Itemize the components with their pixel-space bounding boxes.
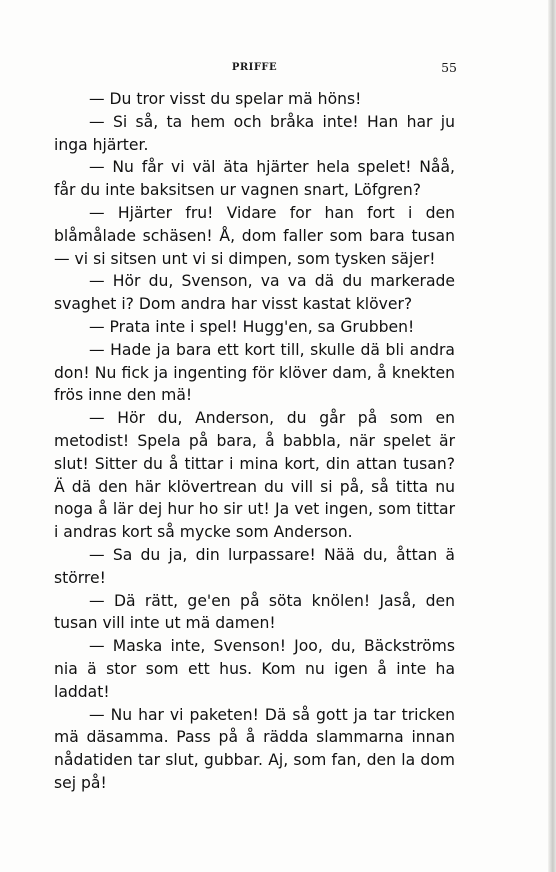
paragraph: — Maska inte, Svenson! Joo, du, Bäckströms nia ä stor som ett hus. Kom nu igen å inte ha laddat! (54, 637, 455, 701)
paragraph: — Dä rätt, ge'en på söta knölen! Jaså, den tusan vill inte ut mä damen! (54, 591, 455, 633)
page-number: 55 (441, 60, 457, 75)
paragraph: — Sa du ja, din lurpassare! Nää du, åttan ä större! (54, 545, 455, 587)
paragraph: — Nu har vi paketen! Dä så gott ja tar tricken mä däsamma. Pass på å rädda slammarna innan nådatiden tar slut, gubbar. Aj, som fan, den la dom sej på! (54, 705, 455, 792)
page-header (54, 60, 455, 76)
page-edge (548, 0, 556, 872)
paragraph: — Prata inte i spel! Hugg'en, sa Grubben! (89, 317, 415, 336)
body-text (54, 88, 455, 795)
paragraph: — Nu får vi väl äta hjärter hela spelet! Nåå, får du inte baksitsen ur vagnen snart, Löfgren? (54, 158, 455, 200)
paragraph: — Hör du, Svenson, va va dä du markerade svaghet i? Dom andra har visst kastat klöver? (54, 272, 455, 314)
paragraph: — Hjärter fru! Vidare for han fort i den blåmålade schäsen! Å, dom faller som bara tusan — vi si sitsen unt vi si dimpen, som tysken säjer! (54, 203, 455, 268)
running-head: PRIFFE (231, 62, 278, 73)
paragraph: — Du tror visst du spelar mä höns! (89, 90, 362, 108)
paragraph: — Hör du, Anderson, du går på som en metodist! Spela på bara, å babbla, när spelet är slut! Sitter du å tittar i mina kort, din attan tusan? Ä dä den här klövertrean du vill si på, så titta nu noga å lär dej hur ho sir ut! Ja vet ingen, som tittar i andras kort så mycke som Anderson. (54, 409, 455, 542)
paragraph: — Hade ja bara ett kort till, skulle dä bli andra don! Nu fick ja ingenting för klöver dam, å knekten frös inne den mä! (54, 340, 455, 405)
paragraph: — Si så, ta hem och bråka inte! Han har ju inga hjärter. (54, 112, 455, 154)
